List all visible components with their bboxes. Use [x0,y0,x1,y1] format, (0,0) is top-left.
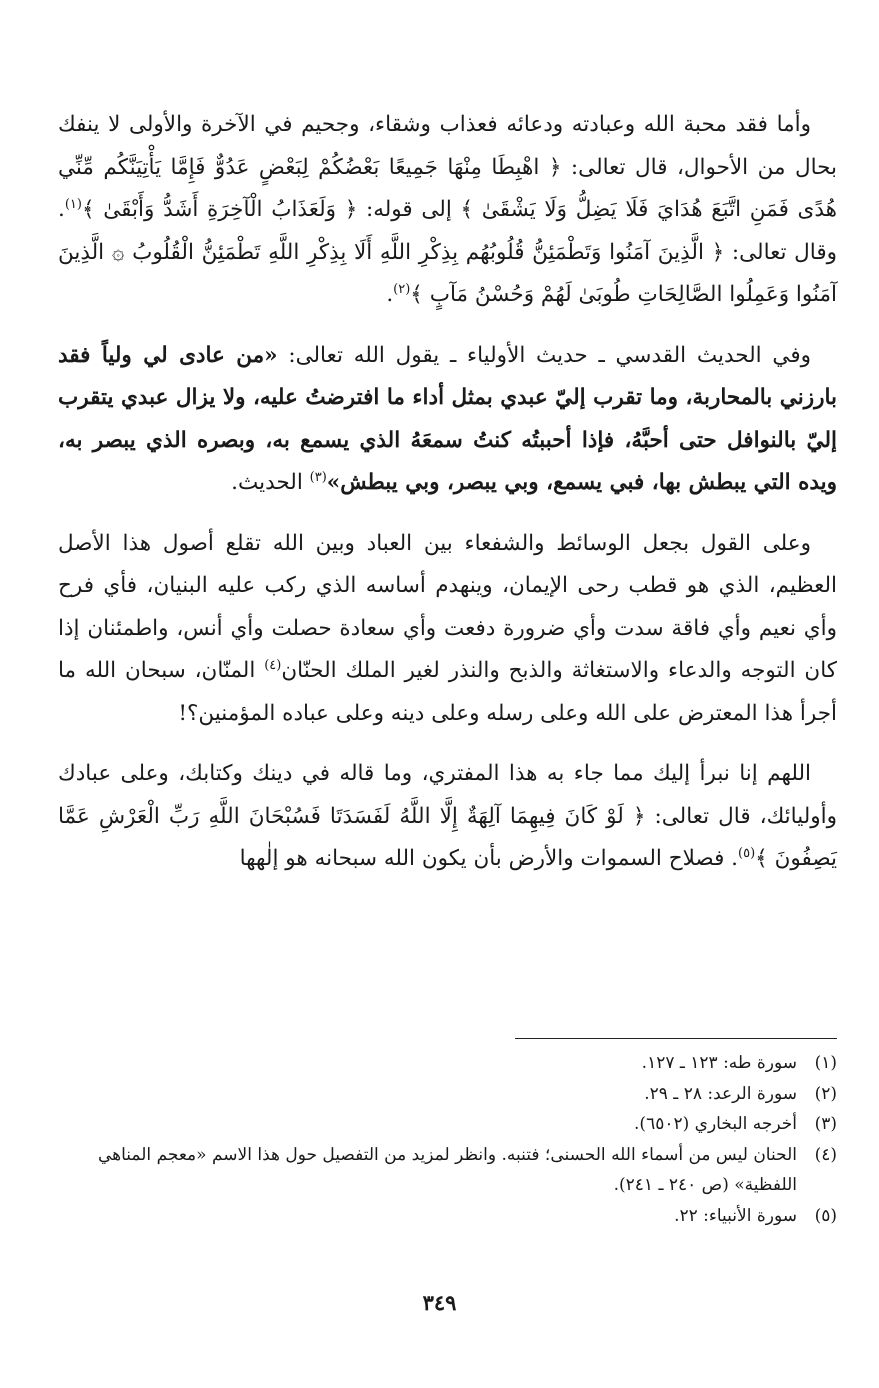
footnote-number: (٤) [814,1144,837,1165]
footnote-text: الحنان ليس من أسماء الله الحسنى؛ فتنبه. وانظر لمزيد من التفصيل حول هذا الاسم «معجم المناهي اللفظية» (ص ٢٤٠ ـ ٢٤١). [97,1144,797,1195]
body-text: إلى قوله: [357,197,461,222]
footnote-text: سورة طه: ١٢٣ ـ ١٢٧. [641,1053,797,1073]
main-text [58,104,837,899]
quran-verse: ﴿ لَوْ كَانَ فِيهِمَا آلِهَةٌ إِلَّا اللَّهُ لَفَسَدَتَا فَسُبْحَانَ اللَّهِ رَبِّ الْعَرْشِ عَمَّا يَصِفُونَ ﴾ [58,803,837,871]
quran-verse: ﴿ الَّذِينَ آمَنُوا وَتَطْمَئِنُّ قُلُوبُهُم بِذِكْرِ اللَّهِ أَلَا بِذِكْرِ اللَّهِ تَطْمَئِنُّ الْقُلُوبُ ۞ الَّذِينَ آمَنُوا وَعَمِلُوا الصَّالِحَاتِ طُوبَىٰ لَهُمْ وَحُسْنُ مَآبٍ ﴾ [58,239,837,307]
body-text: وأما فقد محبة الله وعبادته ودعائه فعذاب وشقاء، وجحيم في الآخرة والأولى لا ينفك بحال من الأحوال، قال تعالى: [58,112,837,180]
quran-verse: ﴿ وَلَعَذَابُ الْآخِرَةِ أَشَدُّ وَأَبْقَىٰ ﴾ [81,197,358,222]
body-text: . وقال تعالى: [58,197,837,265]
body-text: اللهم إنا نبرأ إليك مما جاء به هذا المفتري، وما قاله في دينك وكتابك، وعلى عبادك وأوليائك، قال تعالى: [58,761,837,829]
footnote-reference: (٣) [309,469,327,485]
footnote-number: (٢) [814,1083,837,1104]
body-text: وعلى القول بجعل الوسائط والشفعاء بين العباد وبين الله تقلع أصول هذا الأصل العظيم، الذي هو قطب رحى الإيمان، وينهدم أساسه الذي ركب عليه البنيان، فأي فرح وأي نعيم وأي فاقة سدت وأي ضرورة دفعت وأي سعادة حصلت وأي أنس، واطمئنان إذا كان التوجه والدعاء والاستغاثة والذبح والنذر لغير الملك الحنّان [58,530,837,683]
footnote-text: سورة الرعد: ٢٨ ـ ٢٩. [644,1083,797,1104]
paragraph [58,523,837,736]
footnote-text: سورة الأنبياء: ٢٢. [674,1205,797,1226]
footnote [58,1201,837,1232]
footnote-number: (١) [814,1053,837,1073]
page-number: ٣٤٩ [422,1290,457,1315]
footnote-separator [515,1038,837,1039]
footnote [58,1140,837,1201]
footnote-reference: (٤) [264,657,282,673]
body-text: . [386,282,394,307]
footnote-reference: (١) [64,196,82,212]
footnote [58,1109,837,1140]
quran-verse: ﴿ اهْبِطَا مِنْهَا جَمِيعًا بَعْضُكُمْ لِبَعْضٍ عَدُوٌّ فَإِمَّا يَأْتِيَنَّكُم مِّنِّي هُدًى فَمَنِ اتَّبَعَ هُدَايَ فَلَا يَضِلُّ وَلَا يَشْقَىٰ ﴾ [58,154,838,222]
footnote [58,1048,837,1079]
footnote-number: (٣) [814,1114,837,1134]
hadith-quote: «من عادى لي ولياً فقد بارزني بالمحاربة، وما تقرب إليّ عبدي بمثل أداء ما افترضتُ عليه، ولا يزال عبدي يتقرب إليّ بالنوافل حتى أحبَّهُ، فإذا أحببتُه كنتُ سمعَهُ الذي يسمع به، وبصره الذي يبصر به، ويده التي يبطش بها، فبي يسمع، وبي يبصر، وبي يبطش» [58,342,837,495]
paragraph [58,753,837,881]
footnote [58,1079,837,1110]
body-text: وفي الحديث القدسي ـ حديث الأولياء ـ يقول الله تعالى: [277,342,811,368]
footnote-number: (٥) [814,1205,837,1226]
footnote-text: أخرجه البخاري (٦٥٠٢). [634,1114,797,1134]
body-text: . فصلاح السموات والأرض بأن يكون الله سبحانه هو إلٰهها [239,846,739,871]
body-text: الحديث. [231,470,310,495]
body-text: المنّان، سبحان الله ما أجرأ هذا المعترض على الله وعلى رسله وعلى دينه وعلى عباده المؤمنين؟! [58,658,837,726]
footnote-reference: (٥) [738,845,756,861]
paragraph [58,104,837,317]
footnote-reference: (٢) [393,281,411,297]
paragraph [58,335,837,505]
footnotes [58,1048,837,1231]
